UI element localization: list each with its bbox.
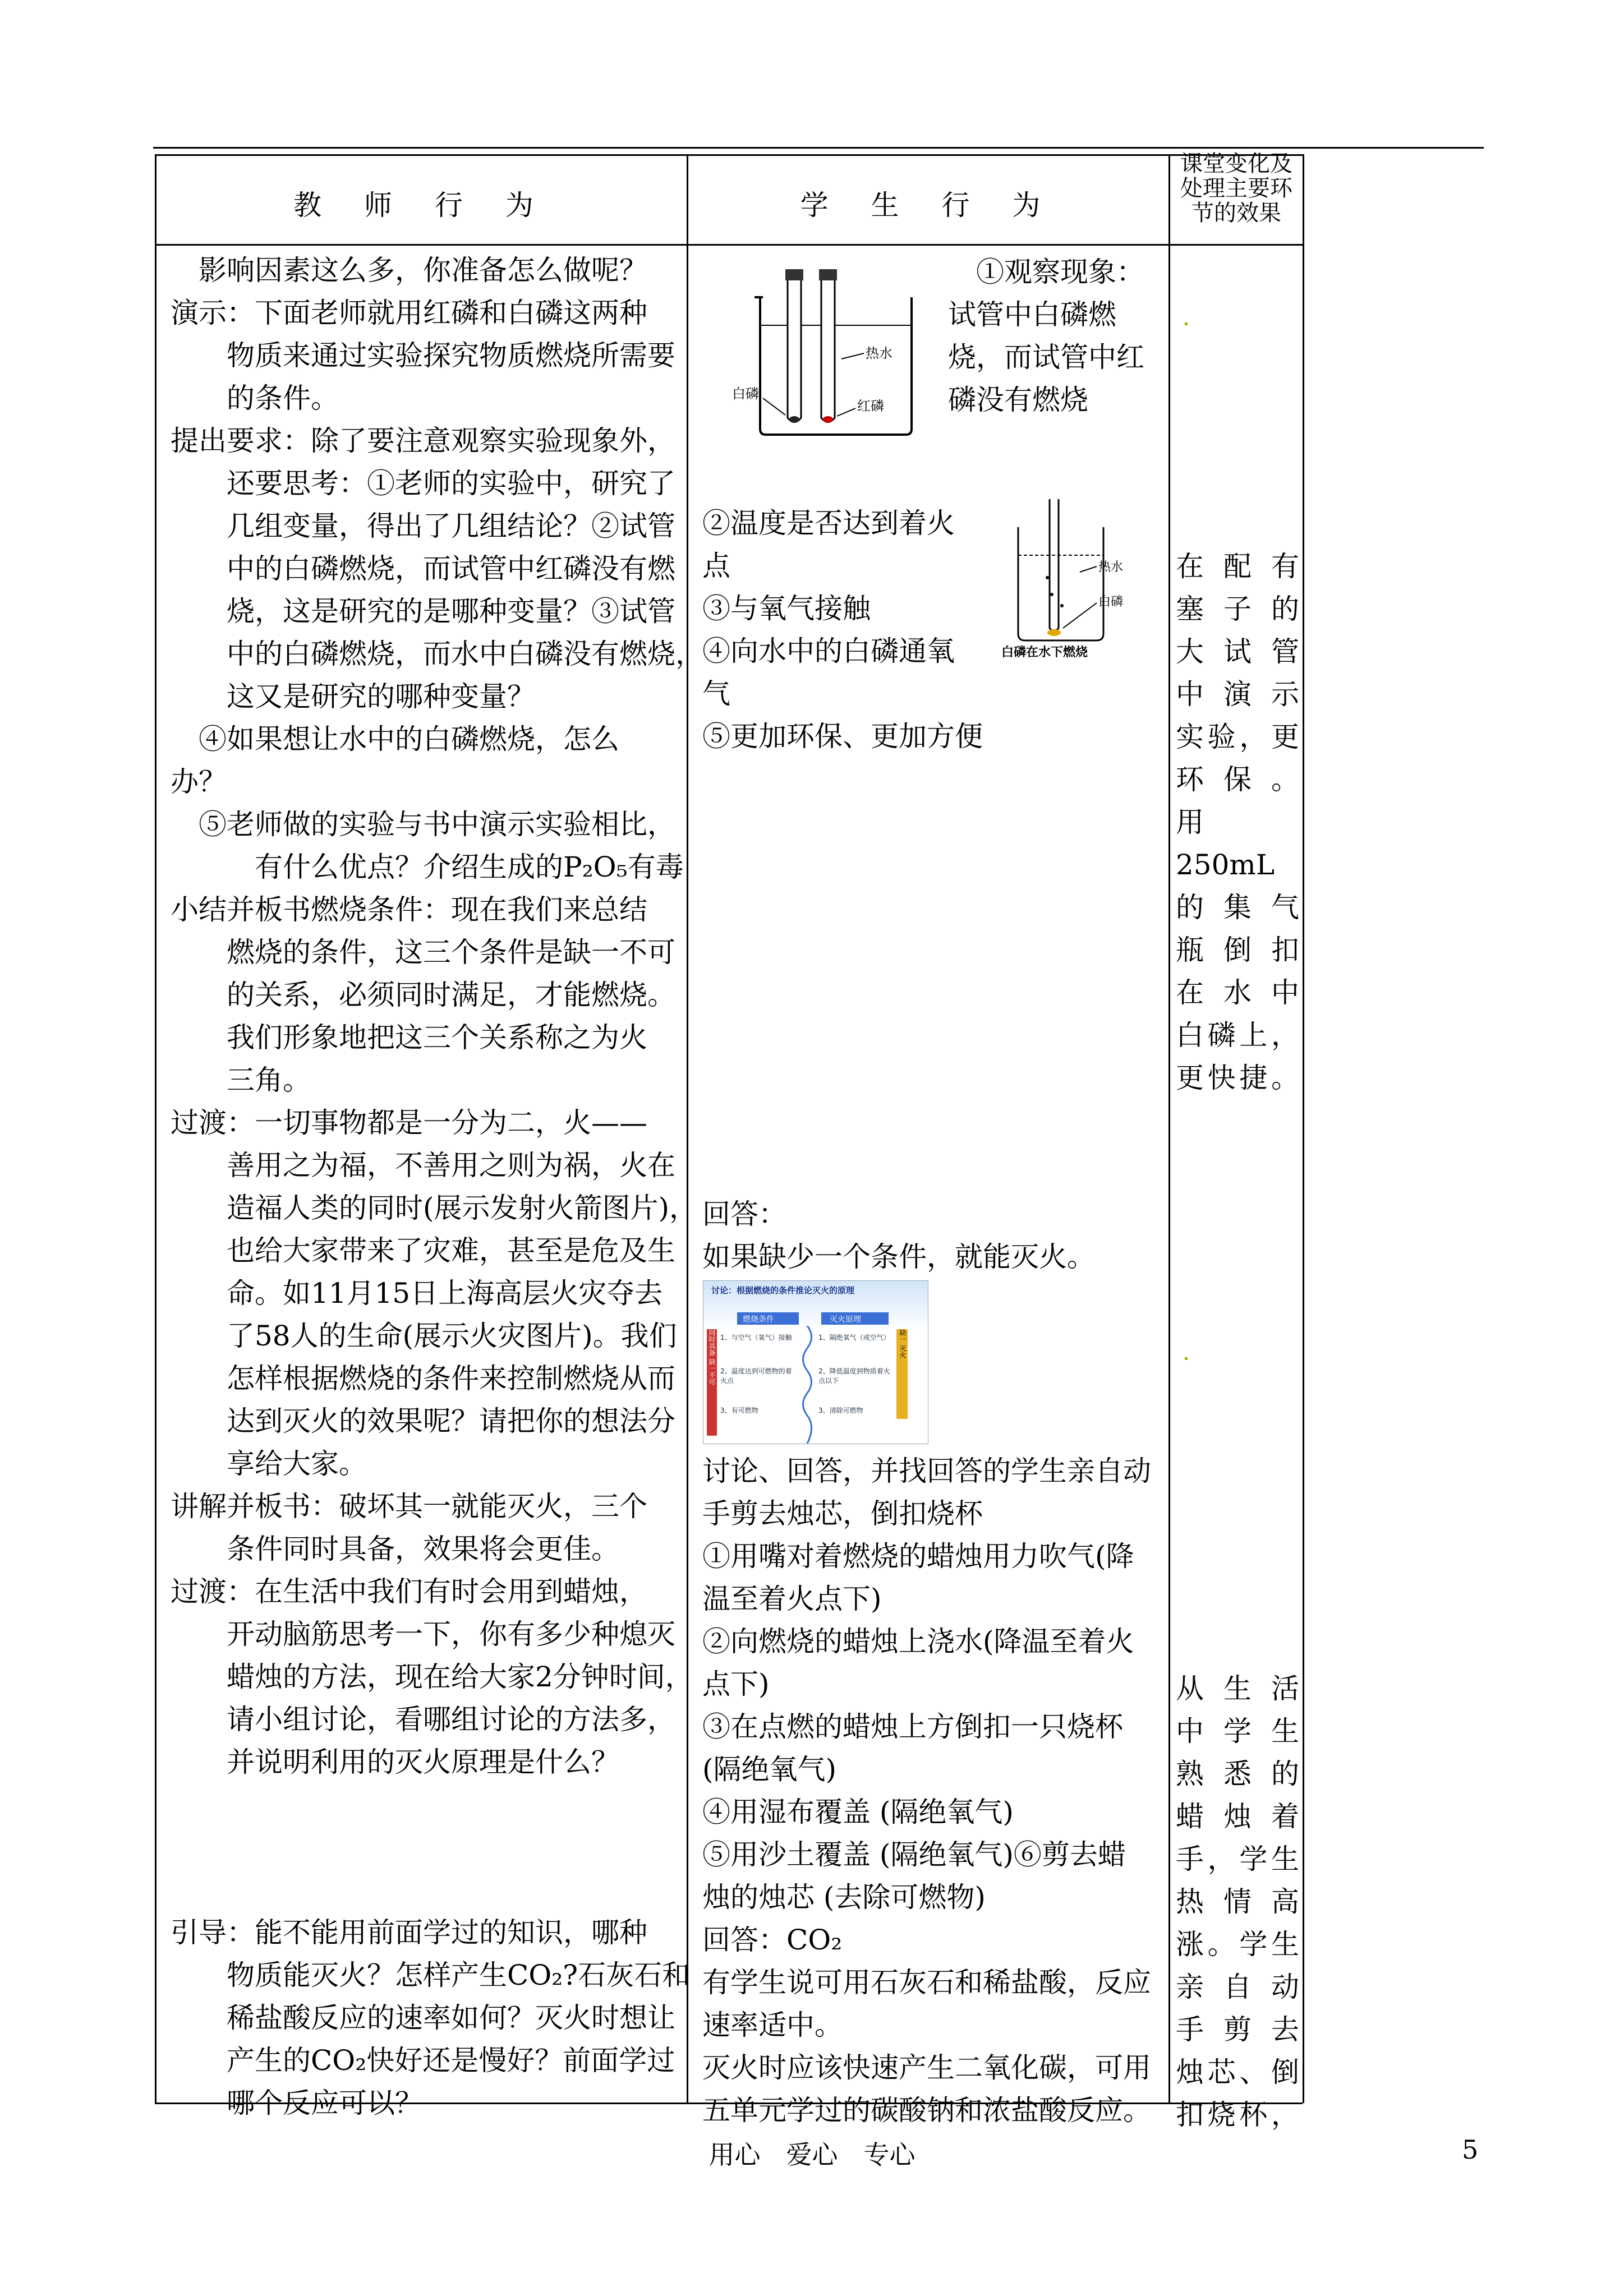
notes-block2-line: 热情高 bbox=[1176, 1885, 1299, 1918]
student-line: 烧，而试管中红 bbox=[948, 341, 1144, 374]
teacher-lines-line: 这又是研究的哪种变量？ bbox=[171, 680, 535, 713]
teacher-lines-line: 蜡烛的方法，现在给大家2分钟时间， bbox=[171, 1661, 693, 1693]
teacher-lines-line: 命。如11月15日上海高层火灾夺去 bbox=[171, 1277, 663, 1310]
teacher-lines-line: 稀盐酸反应的速率如何？灭火时想让 bbox=[171, 2002, 675, 2034]
fig1-red-phosphorus-label: 红磷 bbox=[857, 398, 884, 414]
teacher-lines-line: 燃烧的条件，这三个条件是缺一不可 bbox=[171, 936, 675, 969]
test-tube-figure bbox=[729, 264, 942, 443]
teacher-lines-line: 也给大家带来了灾难，甚至是危及生 bbox=[171, 1234, 675, 1267]
teacher-lines-line: ⑤老师做的实验与书中演示实验相比， bbox=[171, 808, 675, 841]
notes-block1-line: 实验，更 bbox=[1176, 721, 1299, 753]
slide-left-item: 2、温度达到可燃物的着火点 bbox=[720, 1367, 792, 1385]
teacher-lines-line: 我们形象地把这三个关系称之为火 bbox=[171, 1021, 647, 1054]
notes-block1-line: 大试管 bbox=[1176, 635, 1299, 668]
table-header-divider bbox=[155, 244, 1303, 246]
slide-left-item: 1、与空气（氧气）接触 bbox=[720, 1334, 792, 1341]
teacher-lines-line: 善用之为福，不善用之则为祸，火在 bbox=[171, 1149, 675, 1182]
student-discuss-line: 五单元学过的碳酸钠和浓盐酸反应。 bbox=[702, 2094, 1151, 2127]
fig2-hot-water-label: 热水 bbox=[1098, 560, 1124, 574]
teacher-lines-line: 提出要求：除了要注意观察实验现象外， bbox=[171, 425, 675, 457]
teacher-lines-line: 哪个反应可以？ bbox=[171, 2087, 423, 2119]
slide-wave-divider bbox=[799, 1326, 816, 1444]
teacher-lines-line: 影响因素这么多，你准备怎么做呢？ bbox=[171, 254, 647, 287]
student-line: ⑤更加环保、更加方便 bbox=[702, 720, 983, 753]
teacher-column bbox=[171, 249, 703, 2124]
student-discuss-line: ③在点燃的蜡烛上方倒扣一只烧杯 bbox=[702, 1711, 1123, 1743]
underwater-burning-figure bbox=[996, 494, 1130, 662]
slide-thumbnail bbox=[703, 1280, 928, 1444]
teacher-lines-line: 还要思考：①老师的实验中，研究了 bbox=[171, 467, 675, 500]
table-right-border bbox=[1303, 154, 1304, 2103]
teacher-lines-line: 三角。 bbox=[171, 1064, 311, 1096]
header-rule bbox=[153, 147, 1484, 149]
slide-col-right: 灭火原理 bbox=[830, 1315, 861, 1324]
teacher-lines-line: 怎样根据燃烧的条件来控制燃烧从而 bbox=[171, 1362, 675, 1395]
student-line: 磷没有燃烧 bbox=[948, 384, 1088, 416]
teacher-lines-line bbox=[171, 1783, 684, 1826]
teacher-header: 教 师 行 为 bbox=[293, 189, 550, 222]
slide-left-item: 3、有可燃物 bbox=[720, 1407, 758, 1414]
decorative-dot bbox=[1185, 322, 1188, 325]
notes-block2-line: 烛芯、倒 bbox=[1176, 2056, 1299, 2088]
student-discuss-line: 讨论、回答，并找回答的学生亲自动 bbox=[702, 1455, 1151, 1487]
notes-block2-line: 从生活 bbox=[1176, 1672, 1299, 1705]
student-observation bbox=[948, 251, 1167, 421]
student-conditions bbox=[702, 502, 1016, 758]
notes-block2-line: 蜡烛着 bbox=[1176, 1800, 1299, 1833]
notes-block-apparatus bbox=[1176, 545, 1299, 1099]
slide-right-item: 1、隔绝氧气（或空气） bbox=[818, 1334, 890, 1341]
notes-block2-line: 中学生 bbox=[1176, 1715, 1299, 1748]
teacher-lines-line: 享给大家。 bbox=[171, 1447, 367, 1480]
student-discuss-line: 有学生说可用石灰石和稀盐酸，反应 bbox=[702, 1966, 1151, 1999]
teacher-lines-line: 有什么优点？介绍生成的P₂O₅有毒 bbox=[171, 851, 684, 883]
teacher-lines-line: 物质能灭火？怎样产生CO₂?石灰石和 bbox=[171, 1959, 691, 1991]
teacher-lines-line bbox=[171, 1826, 684, 1869]
fig2-caption: 白磷在水下燃烧 bbox=[1001, 646, 1088, 660]
student-line: 试管中白磷燃 bbox=[948, 298, 1116, 331]
student-line: 气 bbox=[702, 677, 730, 710]
notes-block-candle bbox=[1176, 1667, 1299, 2136]
notes-block1-line: 白磷上， bbox=[1176, 1019, 1299, 1052]
notes-block1-line: 在配有 bbox=[1176, 550, 1299, 583]
student-discuss-line: (隔绝氧气) bbox=[702, 1753, 837, 1786]
notes-block2-line: 扣烧杯， bbox=[1176, 2099, 1299, 2131]
notes-block2-line: 手，学生 bbox=[1176, 1843, 1299, 1875]
notes-block1-line: 更快捷。 bbox=[1176, 1062, 1299, 1094]
notes-block2-line: 熟悉的 bbox=[1176, 1758, 1299, 1790]
student-line: 回答： bbox=[702, 1198, 786, 1230]
teacher-lines-line: 引导：能不能用前面学过的知识，哪种 bbox=[171, 1916, 647, 1949]
student-discuss-line: ②向燃烧的蜡烛上浇水(降温至着火 bbox=[702, 1625, 1134, 1658]
student-discuss-line: 灭火时应该快速产生二氧化碳，可用 bbox=[702, 2051, 1151, 2084]
page-number: 5 bbox=[1462, 2134, 1479, 2165]
teacher-lines-line: 的条件。 bbox=[171, 382, 339, 414]
teacher-lines-line: ④如果想让水中的白磷燃烧，怎么 bbox=[171, 723, 619, 755]
teacher-lines-line: 请小组讨论，看哪组讨论的方法多， bbox=[171, 1703, 675, 1736]
notes-block1-line: 的集气 bbox=[1176, 891, 1299, 924]
student-discuss-line: ⑤用沙土覆盖 (隔绝氧气)⑥剪去蜡 bbox=[702, 1838, 1126, 1871]
teacher-lines-line: 过渡：在生活中我们有时会用到蜡烛， bbox=[171, 1575, 647, 1608]
teacher-lines-line: 演示：下面老师就用红磷和白磷这两种 bbox=[171, 297, 647, 329]
student-line: ③与氧气接触 bbox=[702, 592, 871, 625]
notes-block1-line: 塞子的 bbox=[1176, 593, 1299, 625]
student-header: 学 生 行 为 bbox=[800, 189, 1057, 222]
notes-block1-line: 瓶倒扣 bbox=[1176, 934, 1299, 966]
teacher-lines-line: 过渡：一切事物都是一分为二，火—— bbox=[171, 1106, 647, 1139]
notes-block1-line: 环保。 bbox=[1176, 763, 1299, 796]
table-left-border bbox=[155, 154, 157, 2103]
teacher-lines-line: 了58人的生命(展示火灾图片)。我们 bbox=[171, 1320, 677, 1352]
notes-block1-line: 用 bbox=[1176, 806, 1204, 838]
student-discuss-line: 手剪去烛芯，倒扣烧杯 bbox=[702, 1497, 983, 1530]
fig1-white-phosphorus-label: 白磷 bbox=[732, 386, 759, 402]
slide-right-item: 3、清除可燃物 bbox=[818, 1407, 863, 1414]
student-discuss-line: 点下) bbox=[702, 1668, 770, 1700]
student-line: ②温度是否达到着火 bbox=[702, 507, 955, 540]
teacher-lines-line: 几组变量，得出了几组结论？②试管 bbox=[171, 510, 675, 542]
student-discussion bbox=[702, 1450, 1168, 2132]
student-line: 点 bbox=[702, 550, 730, 582]
decorative-dot bbox=[1185, 1357, 1188, 1360]
notes-block2-line: 手剪去 bbox=[1176, 2013, 1299, 2046]
footer-motto: 用心 爱心 专心 bbox=[709, 2140, 915, 2170]
notes-block1-line: 250mL bbox=[1176, 849, 1275, 881]
fig2-white-phosphorus-label: 白磷 bbox=[1098, 595, 1124, 609]
notes-block2-line: 亲自动 bbox=[1176, 1971, 1299, 2003]
teacher-lines-line: 物质来通过实验探究物质燃烧所需要 bbox=[171, 339, 675, 372]
student-answer bbox=[702, 1193, 1168, 1278]
teacher-lines-line: 条件同时具备，效果将会更佳。 bbox=[171, 1533, 619, 1565]
slide-right-side: 缺一 灭火 bbox=[896, 1329, 908, 1419]
teacher-lines-line: 烧，这是研究的是哪种变量？③试管 bbox=[171, 595, 675, 628]
teacher-lines-line: 中的白磷燃烧，而水中白磷没有燃烧， bbox=[171, 638, 703, 670]
teacher-lines-line: 办？ bbox=[171, 766, 227, 798]
student-discuss-line: 烛的烛芯 (去除可燃物) bbox=[702, 1881, 986, 1914]
notes-block1-line: 在水中 bbox=[1176, 976, 1299, 1009]
fig1-hot-water-label: 热水 bbox=[866, 345, 892, 361]
teacher-lines-line: 讲解并板书：破坏其一就能灭火，三个 bbox=[171, 1490, 647, 1523]
student-line: 如果缺少一个条件，就能灭火。 bbox=[702, 1241, 1095, 1273]
teacher-lines-line: 达到灭火的效果呢？请把你的想法分 bbox=[171, 1405, 675, 1437]
slide-left-side: 同时具备 缺一不可 bbox=[707, 1329, 717, 1436]
column-divider-2 bbox=[1168, 154, 1170, 2103]
student-discuss-line: 温至着火点下) bbox=[702, 1583, 882, 1615]
notes-header: 课堂变化及处理主要环节的效果 bbox=[1180, 151, 1292, 226]
student-line: ④向水中的白磷通氧 bbox=[702, 635, 955, 667]
column-divider-1 bbox=[687, 154, 688, 2103]
teacher-lines-line bbox=[171, 1869, 684, 1911]
student-discuss-line: ④用湿布覆盖 (隔绝氧气) bbox=[702, 1796, 1014, 1828]
teacher-lines-line: 开动脑筋思考一下，你有多少种熄灭 bbox=[171, 1618, 675, 1650]
student-discuss-line: 速率适中。 bbox=[702, 2009, 843, 2041]
teacher-lines-line: 产生的CO₂快好还是慢好？前面学过 bbox=[171, 2044, 675, 2077]
student-line: ①观察现象： bbox=[948, 256, 1144, 288]
slide-col-left: 燃烧条件 bbox=[743, 1315, 774, 1324]
teacher-lines-line: 并说明利用的灭火原理是什么？ bbox=[171, 1746, 619, 1778]
teacher-lines-line: 造福人类的同时(展示发射火箭图片)， bbox=[171, 1192, 698, 1224]
table-top-border bbox=[155, 154, 1303, 156]
teacher-lines-line: 中的白磷燃烧，而试管中红磷没有燃 bbox=[171, 552, 675, 585]
teacher-lines-line: 的关系，必须同时满足，才能燃烧。 bbox=[171, 979, 675, 1011]
notes-block1-line: 中演示 bbox=[1176, 678, 1299, 711]
notes-block2-line: 涨。学生 bbox=[1176, 1928, 1299, 1961]
slide-title: 讨论：根据燃烧的条件推论灭火的原理 bbox=[711, 1285, 855, 1295]
student-discuss-line: 回答：CO₂ bbox=[702, 1924, 843, 1956]
teacher-lines-line: 小结并板书燃烧条件：现在我们来总结 bbox=[171, 893, 647, 926]
student-discuss-line: ①用嘴对着燃烧的蜡烛用力吹气(降 bbox=[702, 1540, 1134, 1573]
slide-right-item: 2、降低温度到物质着火点以下 bbox=[818, 1367, 890, 1385]
